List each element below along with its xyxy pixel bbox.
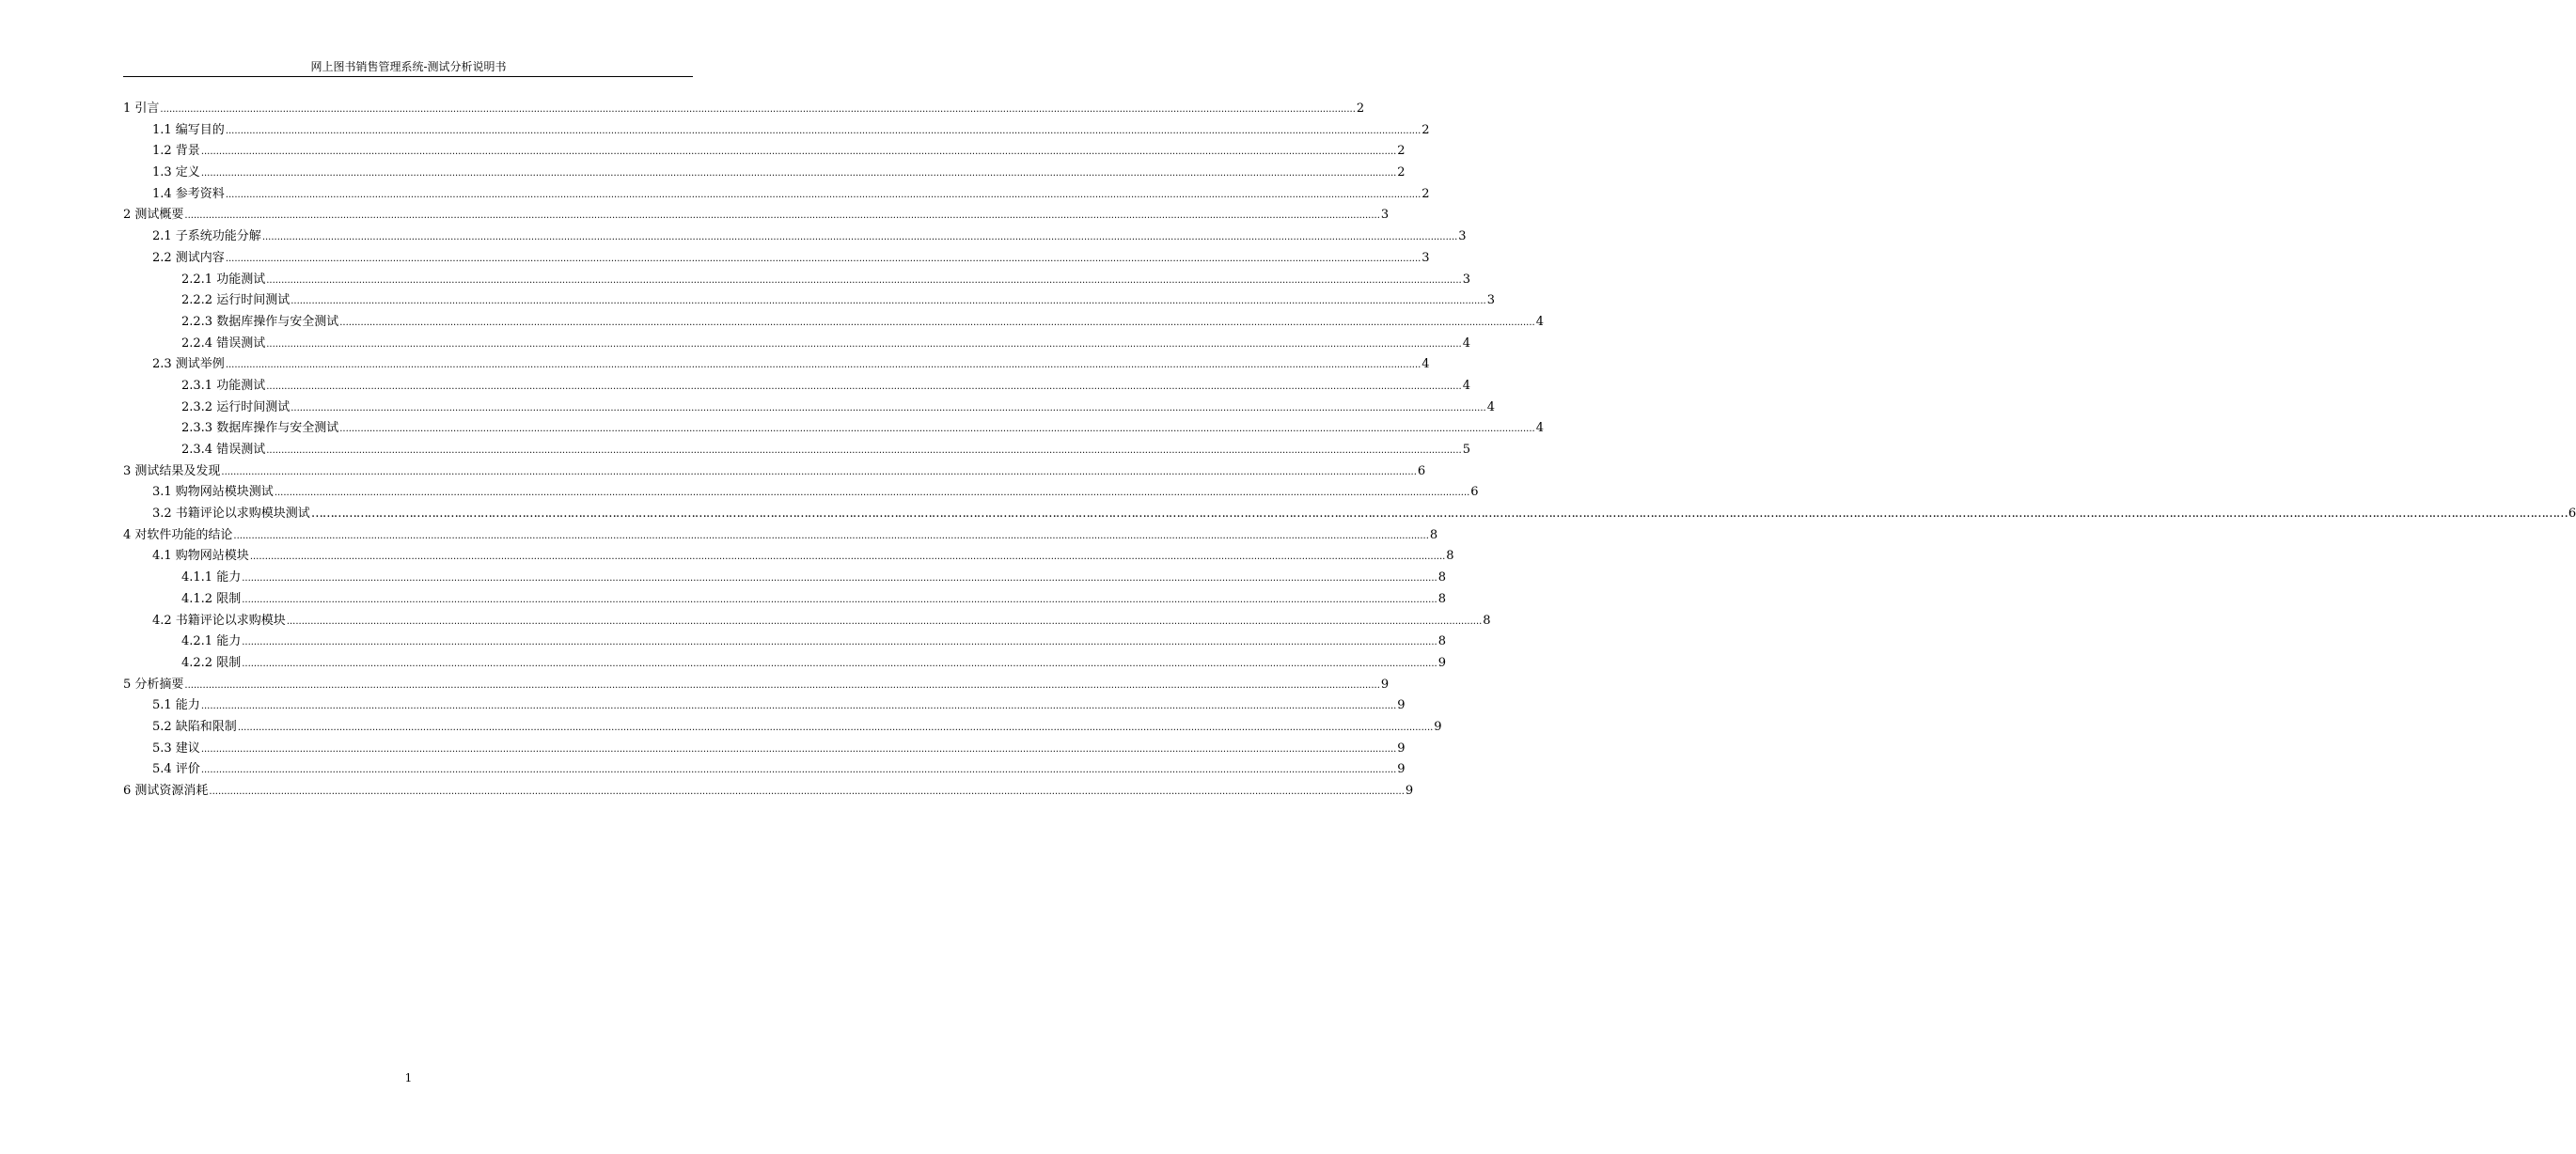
toc-entry-label: 5.2 缺陷和限制 <box>152 719 237 734</box>
toc-dot-leader: ................................................................................................................................................................................................................................................................................................................................................................................................................ <box>184 679 1380 691</box>
toc-entry-page: 8 <box>1437 634 1446 649</box>
toc-dot-leader: …………………………………………………………………………………………………………………………………………………………………………………………………………………………………………………………………………………………………………………………………………………………………………………………………………………………………………………………………………………………………………………………………………………… <box>310 507 2568 522</box>
toc-entry-page: 9 <box>1380 677 1390 692</box>
toc-entry[interactable] <box>123 312 1544 334</box>
toc-entry-label: 2.2.4 错误测试 <box>181 335 266 351</box>
toc-entry[interactable] <box>123 675 1390 696</box>
toc-entry[interactable] <box>123 589 1446 611</box>
toc-entry-page: 9 <box>1437 655 1446 670</box>
toc-entry[interactable] <box>123 461 1426 483</box>
toc-dot-leader: ................................................................................................................................................................................................................................................................................................................................................................................................................ <box>249 552 1446 563</box>
toc-dot-leader: ................................................................................................................................................................................................................................................................................................................................................................................................................ <box>184 211 1380 222</box>
toc-entry-page: 3 <box>1458 229 1467 244</box>
document-header-title: 网上图书销售管理系统-测试分析说明书 <box>310 60 507 73</box>
toc-entry-page: 4 <box>1535 421 1544 436</box>
toc-entry-page: 4 <box>1462 378 1470 393</box>
toc-entry-page: 9 <box>1397 698 1406 713</box>
toc-entry[interactable] <box>123 226 1467 248</box>
toc-entry-label: 1.3 定义 <box>152 165 200 180</box>
page-number: 1 <box>404 1071 413 1084</box>
toc-entry[interactable] <box>123 568 1446 589</box>
toc-dot-leader: ................................................................................................................................................................................................................................................................................................................................................................................................................ <box>291 296 1486 307</box>
toc-dot-leader: ................................................................................................................................................................................................................................................................................................................................................................................................................ <box>266 274 1462 286</box>
toc-entry-label: 2.2.3 数据库操作与安全测试 <box>181 314 339 329</box>
toc-entry[interactable] <box>123 354 1430 376</box>
toc-entry-page: 9 <box>1405 784 1414 798</box>
toc-dot-leader: ................................................................................................................................................................................................................................................................................................................................................................................................................ <box>266 445 1462 456</box>
toc-entry-label: 3 测试结果及发现 <box>123 463 221 478</box>
toc-entry-label: 2.3.1 功能测试 <box>181 378 266 393</box>
toc-entry[interactable] <box>123 781 1414 803</box>
toc-entry-page: 2 <box>1356 101 1365 116</box>
toc-entry[interactable] <box>123 653 1446 675</box>
toc-entry[interactable] <box>123 440 1470 461</box>
toc-entry[interactable] <box>123 546 1454 568</box>
toc-entry-page: 8 <box>1437 570 1446 585</box>
toc-entry-label: 2 测试概要 <box>123 208 184 223</box>
toc-dot-leader: ................................................................................................................................................................................................................................................................................................................................................................................................................ <box>242 637 1437 648</box>
toc-entry[interactable] <box>123 632 1446 653</box>
toc-dot-leader: ................................................................................................................................................................................................................................................................................................................................................................................................................ <box>200 701 1397 712</box>
header-divider <box>123 76 693 77</box>
toc-dot-leader: ................................................................................................................................................................................................................................................................................................................................................................................................................ <box>237 722 1434 733</box>
toc-entry[interactable] <box>123 717 1442 739</box>
toc-entry-page: 2 <box>1422 122 1430 137</box>
toc-entry[interactable] <box>123 99 1365 120</box>
toc-entry[interactable] <box>123 270 1470 291</box>
toc-entry-label: 4.2.2 限制 <box>181 655 242 670</box>
toc-entry-page: 3 <box>1462 272 1470 287</box>
toc-entry[interactable] <box>123 248 1430 270</box>
toc-entry[interactable] <box>123 695 1406 717</box>
toc-entry[interactable] <box>123 611 1491 632</box>
toc-entry[interactable] <box>123 759 1406 781</box>
toc-entry-page: 3 <box>1486 293 1495 308</box>
toc-entry[interactable] <box>123 120 1430 142</box>
toc-entry-label: 5.3 建议 <box>152 741 200 756</box>
toc-entry-label: 2.3.3 数据库操作与安全测试 <box>181 421 339 436</box>
toc-entry-page: 4 <box>1422 357 1430 372</box>
toc-entry-label: 4 对软件功能的结论 <box>123 527 233 542</box>
toc-dot-leader: ................................................................................................................................................................................................................................................................................................................................................................................................................ <box>266 381 1462 392</box>
toc-entry[interactable] <box>123 334 1470 355</box>
toc-dot-leader: ................................................................................................................................................................................................................................................................................................................................................................................................................ <box>225 253 1422 264</box>
toc-entry[interactable] <box>123 290 1495 312</box>
toc-entry[interactable] <box>123 205 1390 226</box>
toc-entry-page: 8 <box>1437 591 1446 606</box>
toc-dot-leader: ................................................................................................................................................................................................................................................................................................................................................................................................................ <box>200 168 1397 179</box>
toc-dot-leader: ................................................................................................................................................................................................................................................................................................................................................................................................................ <box>225 360 1422 371</box>
toc-dot-leader: ................................................................................................................................................................................................................................................................................................................................................................................................................ <box>339 317 1535 328</box>
toc-entry-page: 8 <box>1483 613 1491 628</box>
toc-entry-label: 1.1 编写目的 <box>152 122 225 137</box>
toc-dot-leader: ................................................................................................................................................................................................................................................................................................................................................................................................................ <box>274 488 1470 499</box>
toc-entry-label: 1.2 背景 <box>152 144 200 159</box>
toc-entry-label: 4.2 书籍评论以求购模块 <box>152 613 286 628</box>
toc-entry-page: 2 <box>1397 144 1406 159</box>
toc-entry-page: 9 <box>1434 719 1442 734</box>
toc-dot-leader: ................................................................................................................................................................................................................................................................................................................................................................................................................ <box>200 147 1397 158</box>
toc-dot-leader: ................................................................................................................................................................................................................................................................................................................................................................................................................ <box>200 743 1397 755</box>
toc-entry-label: 6 测试资源消耗 <box>123 784 209 798</box>
toc-entry-page: 2 <box>1397 165 1406 180</box>
toc-entry-label: 5.4 评价 <box>152 762 200 777</box>
toc-dot-leader: ................................................................................................................................................................................................................................................................................................................................................................................................................ <box>339 424 1535 435</box>
toc-entry[interactable] <box>123 418 1544 440</box>
toc-entry-label: 2.2 测试内容 <box>152 250 225 265</box>
toc-entry-page: 4 <box>1462 335 1470 351</box>
table-of-contents <box>123 99 2576 803</box>
toc-entry-label: 2.2.2 运行时间测试 <box>181 293 291 308</box>
toc-entry-label: 5 分析摘要 <box>123 677 184 692</box>
toc-entry-label: 3.1 购物网站模块测试 <box>152 485 274 500</box>
toc-entry-page: 6 <box>1417 463 1426 478</box>
toc-dot-leader: ................................................................................................................................................................................................................................................................................................................................................................................................................ <box>266 338 1462 350</box>
toc-entry[interactable] <box>123 398 1495 419</box>
toc-entry[interactable] <box>123 482 1479 504</box>
toc-dot-leader: ................................................................................................................................................................................................................................................................................................................................................................................................................ <box>200 765 1397 776</box>
toc-entry[interactable] <box>123 141 1406 163</box>
toc-entry-page: 2 <box>1422 186 1430 201</box>
toc-entry-label: 2.3.2 运行时间测试 <box>181 399 291 414</box>
toc-entry-label: 4.1 购物网站模块 <box>152 549 249 564</box>
toc-entry[interactable] <box>123 739 1406 760</box>
toc-entry-page: 4 <box>1486 399 1495 414</box>
toc-dot-leader: ................................................................................................................................................................................................................................................................................................................................................................................................................ <box>209 787 1405 797</box>
toc-entry-label: 2.1 子系统功能分解 <box>152 229 261 244</box>
toc-entry[interactable] <box>123 163 1406 184</box>
toc-dot-leader: ................................................................................................................................................................................................................................................................................................................................................................................................................ <box>160 104 1356 115</box>
toc-dot-leader: ................................................................................................................................................................................................................................................................................................................................................................................................................ <box>225 125 1422 136</box>
toc-entry-page: 8 <box>1429 527 1438 542</box>
toc-entry-label: 1.4 参考资料 <box>152 186 225 201</box>
toc-entry[interactable] <box>123 376 1470 398</box>
toc-entry-page: 8 <box>1446 549 1454 564</box>
toc-dot-leader: ................................................................................................................................................................................................................................................................................................................................................................................................................ <box>225 189 1422 200</box>
toc-entry-page: 9 <box>1397 762 1406 777</box>
toc-entry-label: 2.3.4 错误测试 <box>181 443 266 457</box>
toc-dot-leader: ................................................................................................................................................................................................................................................................................................................................................................................................................ <box>242 573 1437 585</box>
toc-dot-leader: ................................................................................................................................................................................................................................................................................................................................................................................................................ <box>233 530 1429 541</box>
toc-entry-page: 5 <box>1462 443 1470 457</box>
toc-dot-leader: ................................................................................................................................................................................................................................................................................................................................................................................................................ <box>242 594 1437 605</box>
toc-dot-leader: ................................................................................................................................................................................................................................................................................................................................................................................................................ <box>242 658 1437 669</box>
toc-entry-label: 4.2.1 能力 <box>181 634 242 649</box>
toc-entry-page: 9 <box>1397 741 1406 756</box>
toc-entry-page: 4 <box>1535 314 1544 329</box>
toc-dot-leader: ................................................................................................................................................................................................................................................................................................................................................................................................................ <box>221 466 1417 477</box>
toc-entry-label: 1 引言 <box>123 101 160 116</box>
toc-entry-label: 2.3 测试举例 <box>152 357 225 372</box>
toc-entry[interactable] <box>123 184 1430 206</box>
toc-entry-page: 6 <box>1470 485 1479 500</box>
toc-entry-label: 5.1 能力 <box>152 698 200 713</box>
toc-dot-leader: ................................................................................................................................................................................................................................................................................................................................................................................................................ <box>291 402 1486 413</box>
toc-entry-page: 6 <box>2568 507 2576 522</box>
toc-entry[interactable] <box>123 504 2576 525</box>
toc-entry-label: 4.1.2 限制 <box>181 591 242 606</box>
toc-entry-label: 4.1.1 能力 <box>181 570 242 585</box>
toc-entry-label: 3.2 书籍评论以求购模块测试 <box>152 507 310 522</box>
toc-entry[interactable] <box>123 525 1438 547</box>
toc-entry-page: 3 <box>1380 208 1390 223</box>
toc-dot-leader: ................................................................................................................................................................................................................................................................................................................................................................................................................ <box>286 616 1483 627</box>
toc-dot-leader: ................................................................................................................................................................................................................................................................................................................................................................................................................ <box>261 232 1458 243</box>
toc-entry-label: 2.2.1 功能测试 <box>181 272 266 287</box>
toc-entry-page: 3 <box>1422 250 1430 265</box>
